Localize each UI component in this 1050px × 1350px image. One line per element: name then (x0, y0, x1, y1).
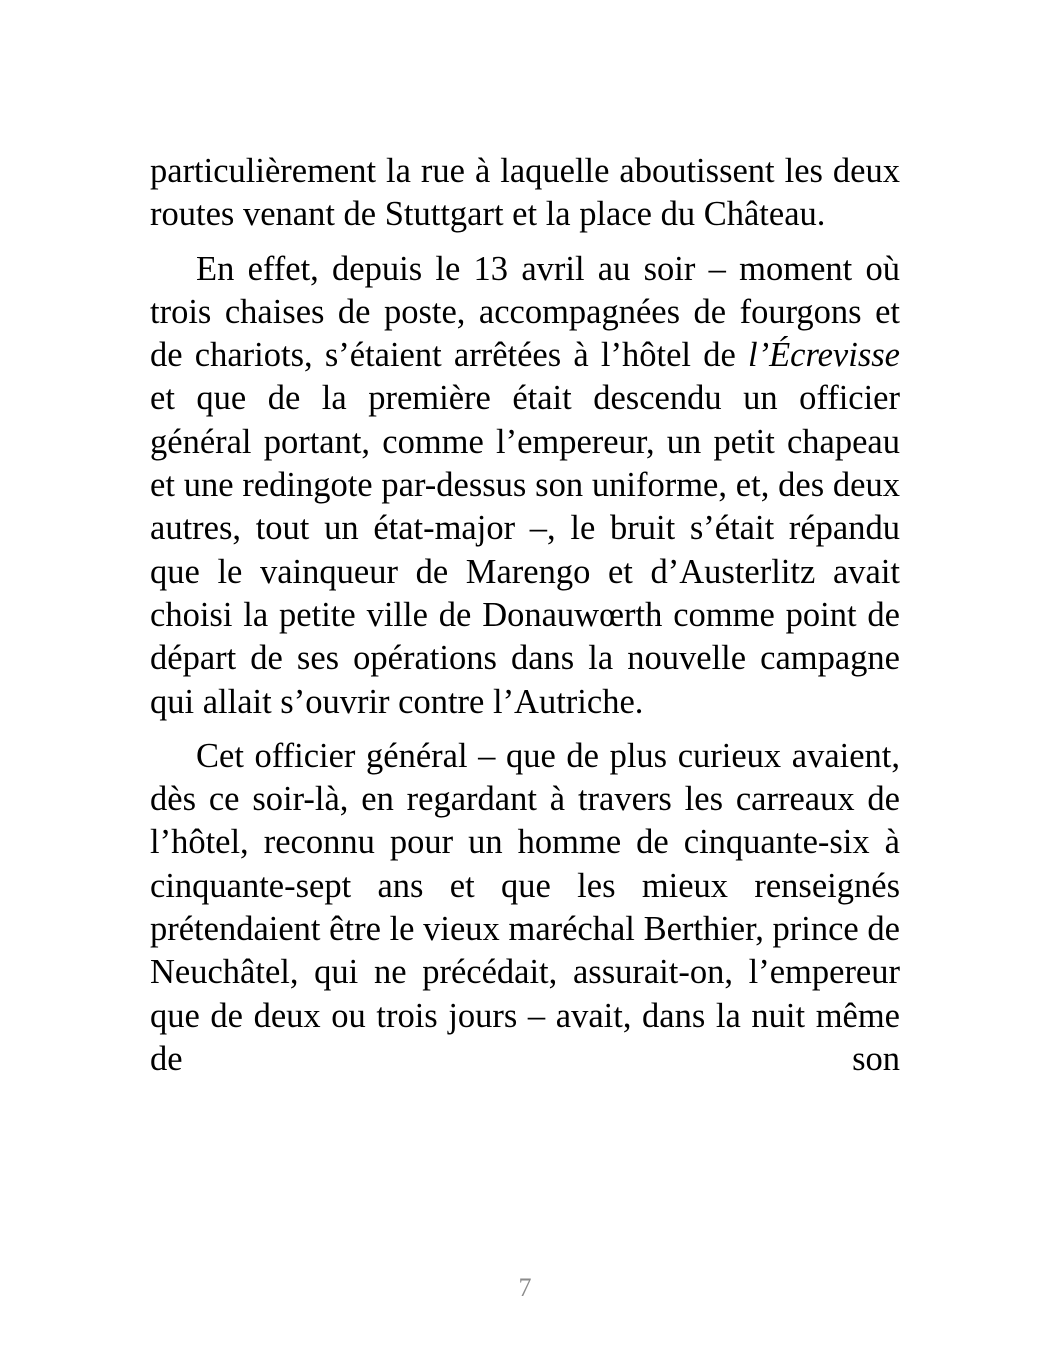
paragraph-1: particulièrement la rue à laquelle aboutissent les deux routes venant de Stuttgart et la place du Château. (150, 152, 900, 234)
page-number: 7 (518, 1273, 532, 1302)
paragraph-2 (150, 248, 900, 724)
paragraph-3: Cet officier général – que de plus curieux avaient, dès ce soir-là, en regardant à travers les carreaux de l’hôtel, reconnu pour un homme de cinquante-six à cinquante-sept ans et que les mieux renseignés prétendaient être le vieux maréchal Berthier, prince de Neuchâtel, qui ne précédait, assurait-on, l’empereur que de deux ou trois jours – avait, dans la nuit même de son (150, 736, 900, 1078)
paragraph-2-text-before: En effet, depuis le 13 avril au soir – moment où trois chaises de poste, accompagnées de fourgons et de chariots, s’étaient arrêtées à l’hôtel de (150, 249, 900, 375)
page-body (150, 150, 900, 1081)
paragraph-2-italic-title: l’Écrevisse (748, 336, 900, 375)
paragraph-2-text-after: et que de la première était descendu un officier général portant, comme l’empereur, un petit chapeau et une redingote par-dessus son uniforme, et, des deux autres, tout un état-major –, le bruit s’était répandu que le vainqueur de Marengo et d’Austerlitz avait choisi la petite ville de Donauwœrth comme point de départ de ses opérations dans la nouvelle campagne qui allait s’ouvrir contre l’Autriche. (150, 379, 900, 721)
